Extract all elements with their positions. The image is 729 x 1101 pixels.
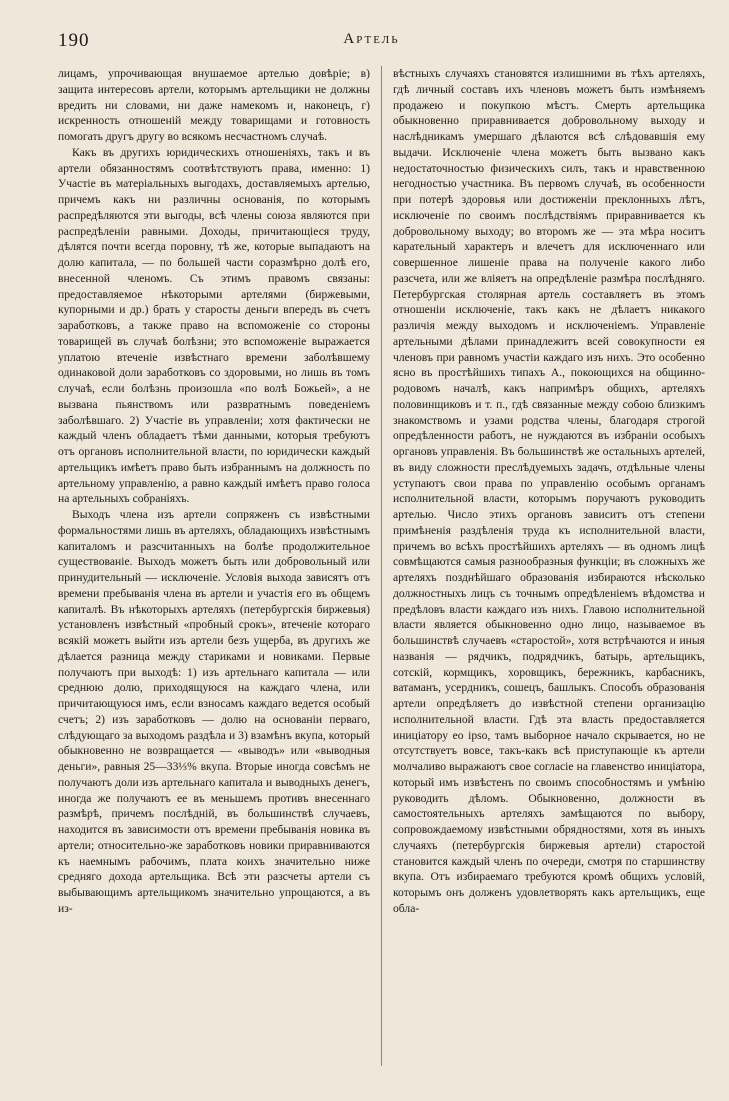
paragraph: лицамъ, упрочивающая внушаемое артелью довѣріе; в) защита интересовъ артели, которымъ артельщики не должны вредить ни словами, ни даже намекомъ и, наконецъ, г) искренность отношеній между товарищами и готовность помогать другъ другу во всякомъ несчастномъ случаѣ. xyxy=(58,67,370,143)
right-column xyxy=(393,66,705,917)
paragraph: Какъ въ другихъ юридическихъ отношеніяхъ, такъ и въ артели обязанностямъ соотвѣтствуютъ права, именно: 1) Участіе въ матеріальныхъ выгодахъ, доставляемыхъ артелью, причемъ какъ ни различны основанія, по которымъ распредѣляются эти выгоды, всѣ члены союза являются при распредѣленіи равными. Доходы, причитающіеся труду, дѣлятся почти всегда поровну, тѣ же, которые выпадаютъ на долю капитала, — по большей части соразмѣрно долѣ его, внесенной членомъ. Съ этимъ правомъ связаны: предоставляемое нѣкоторыми артелями (биржевыми, купорными и др.) брать у старосты деньги впередъ въ счетъ заработковъ, а также право на вспоможеніе со стороны товарищей въ случаѣ болѣзни; это вспоможеніе выражается уплатою втеченіе извѣстнаго времени заболѣвшему одинаковой доли заработковъ со здоровыми, но лишь въ томъ случаѣ, если болѣзнь произошла «по волѣ Божьей», а не вызвана пьянствомъ или развратнымъ поведеніемъ заболѣвшаго. 2) Участіе въ управленіи; хотя фактически не каждый членъ обладаетъ тѣми данными, которыя требуютъ отъ органовъ исполнительной власти, по юридически каждый артельщикъ имѣетъ право быть избраннымъ на должность по артельному управленію, а равно каждый имѣетъ право голоса на артельныхъ собраніяхъ. xyxy=(58,145,370,506)
page-number: 190 xyxy=(58,30,90,51)
left-column xyxy=(58,66,370,917)
running-head: Артель xyxy=(343,31,400,47)
paragraph: вѣстныхъ случаяхъ становятся излишними въ тѣхъ артеляхъ, гдѣ личный составъ ихъ членовъ можетъ быть измѣняемъ продажею и покупкою мѣстъ. Смерть артельщика обыкновенно приравнивается добровольному выходу и наслѣдникамъ умершаго дѣлаются всѣ слѣдовавшія ему выдачи. Исключеніе члена можетъ быть вызвано какъ недостаточностью физическихъ силъ, такъ и нравственною негодностью участника. Въ первомъ случаѣ, въ особенности при потерѣ здоровья или достиженіи преклонныхъ лѣтъ, исключеніе по своимъ послѣдствіямъ приравнивается къ добровольному выходу; во второмъ же — эта мѣра носитъ карательный характеръ и влечетъ для исключеннаго или совершенное лишеніе права на полученіе какого либо разсчета, или же вліяетъ на опредѣленіе размѣра послѣдняго. Петербургская столярная артель составляетъ въ этомъ отношеніи исключеніе, такъ какъ не дѣлаетъ никакого различія между выходомъ и исключеніемъ. Управленіе артельными дѣлами принадлежитъ всей совокупности ея членовъ при равномъ участіи каждаго изъ нихъ. Это особенно ясно въ простѣйшихъ типахъ А., покоющихся на общинно-родовомъ началѣ, какъ напримѣръ общихъ, артеляхъ половинщиковъ и т. п., гдѣ связанные между собою близкимъ знакомствомъ и узами родства члены, благодаря строгой опредѣленности работъ, не нуждаются въ избраніи особыхъ органовъ управленія. Въ большинствѣ же остальныхъ артелей, въ виду сложности преслѣдуемыхъ задачъ, отдѣльные члены уступаютъ свои права по управленію особымъ органамъ исполнительной власти, которымъ поручаютъ руководить артелью. Число этихъ органовъ зависитъ отъ степени примѣненія раздѣленія труда къ исполнительной власти, причемъ во всѣхъ простѣйшихъ артеляхъ — въ одномъ лицѣ совмѣщаются самыя разнообразныя функціи; въ сложныхъ же артеляхъ позднѣйшаго образованія избираются нѣсколько должностныхъ лицъ съ точнымъ опредѣленіемъ вѣдомства и предѣловъ власти каждаго изъ нихъ. Главою исполнительной власти является обыкновенно одно лицо, называемое въ большинствѣ случаевъ «старостой», хотя встрѣчаются и иныя названія — рядчикъ, подрядчикъ, батырь, артельщикъ, сотскій, кормщикъ, хоровщикъ, бережникъ, карбасникъ, ватаманъ, усердникъ, сошецъ, башлыкъ. Способъ образованія артели опредѣляетъ до извѣстной степени организацію исполнительной власти. Гдѣ эта власть предоставляется иниціатору ео ipso, тамъ выборное начало скрывается, но не отсутствуетъ вовсе, такъ-какъ всѣ приступающіе къ артели молчаливо выражаютъ свое согласіе на главенство иниціатора, который имъ извѣстенъ по своимъ способностямъ и умѣнію руководить дѣломъ. Обыкновенно, должности въ самостоятельныхъ артеляхъ замѣщаются по выбору, сопровождаемому извѣстными обрядностями, хотя въ иныхъ случаяхъ (петербургскія биржевыя артели) старостой становится каждый членъ по очереди, смотря по старшинству вкупа. Отъ избираемаго требуются кромѣ общихъ условій, которымъ онъ долженъ удовлетворять какъ артельщикъ, еще обла- xyxy=(393,67,705,915)
column-divider xyxy=(381,66,382,1066)
page-header xyxy=(58,30,685,52)
paragraph: Выходъ члена изъ артели сопряженъ съ извѣстными формальностями лишь въ артеляхъ, обладающихъ извѣстнымъ капиталомъ и разсчитанныхъ на болѣе продолжительное существованіе. Выходъ можетъ быть или добровольный или принудительный — исключеніе. Условія выхода зависятъ отъ времени пребыванія члена въ артели и участія его въ общемъ капиталѣ. Въ нѣкоторыхъ артеляхъ (петербургскія биржевыя) установленъ извѣстный «пробный срокъ», втеченіе котораго всякій можетъ выйти изъ артели безъ ущерба, въ другихъ же дѣлается разница между стариками и новиками. Первые получаютъ при выходѣ: 1) изъ артельнаго капитала — или среднюю долю, приходящуюся на каждаго члена, или причитающуюся имъ, если взносамъ каждаго ведется особый счетъ; 2) изъ заработковъ — долю на основаніи перваго, слѣдующаго за выходомъ раздѣла и 3) взамѣнъ вкупа, который обыкновенно не возвращается — «выводъ» или «выводныя деньги», равныя 25—33⅓% вкупа. Вторые иногда совсѣмъ не получаютъ доли изъ артельнаго капитала и выводныхъ денегъ, иногда же получаютъ ее въ меньшемъ противъ внесеннаго размѣрѣ, причемъ послѣдній, въ большинствѣ случаевъ, находится въ зависимости отъ времени пребыванія новика въ артели; относительно-же заработковъ новики приравниваются къ наемнымъ рабочимъ, плата коихъ значительно ниже средняго дохода артельщика. Всѣ эти разсчеты артели съ выбывающимъ артельщикомъ значительно упрощаются, а въ из- xyxy=(58,508,370,915)
